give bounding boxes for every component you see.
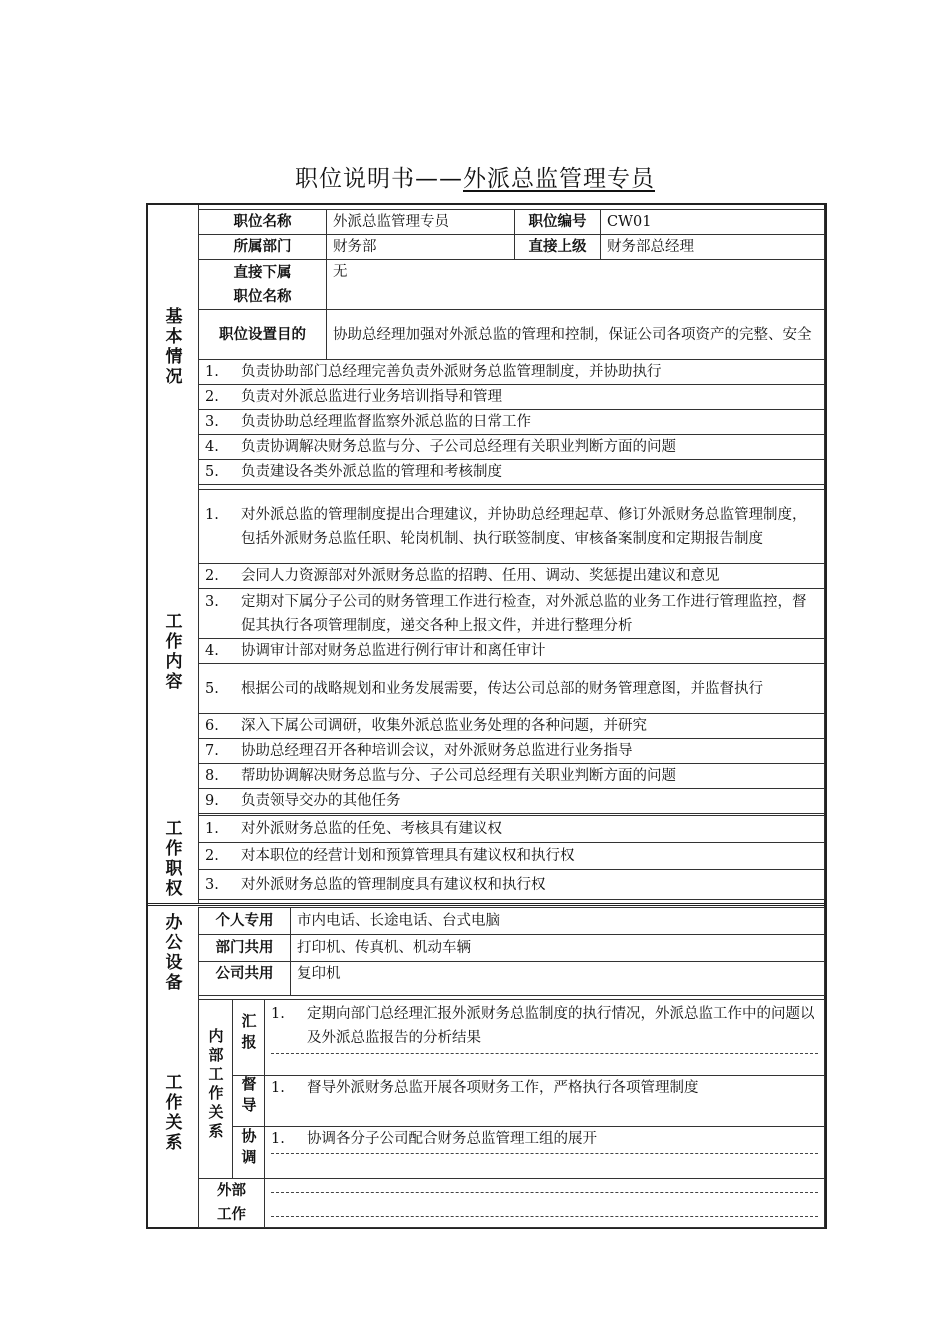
section-label-relations: 工作关系: [146, 999, 199, 1227]
authority-table: [198, 815, 825, 900]
page-title: [0, 160, 950, 193]
work-item: 7. 协助总经理召开各种培训会议，对外派财务总监进行业务指导: [199, 739, 825, 764]
report-cell: 1. 定期向部门总经理汇报外派财务总监制度的执行情况，外派总监工作中的问题以及外派总监报告的分析结果: [265, 1000, 825, 1076]
section-label-basic: 基本情况: [146, 205, 199, 489]
work-item: 6. 深入下属公司调研，收集外派总监业务处理的各种问题，并研究: [199, 714, 825, 739]
work-item: 5. 根据公司的战略规划和业务发展需要，传达公司总部的财务管理意图，并监督执行: [199, 664, 825, 714]
work-item: 1. 对外派总监的管理制度提出合理建议，并协助总经理起草、修订外派财务总监管理制度，包括外派财务总监任职、轮岗机制、执行联签制度、审核备案制度和定期报告制度: [199, 490, 825, 564]
authority-item: 2. 对本职位的经营计划和预算管理具有建议权和执行权: [199, 843, 825, 870]
section-basic: [146, 205, 826, 489]
section-divider: [146, 903, 826, 906]
superior-label: 直接上级: [515, 235, 601, 260]
section-label-equipment: 办公设备: [146, 907, 199, 999]
section-label-authority: 工作职权: [146, 815, 199, 903]
work-item: 3. 定期对下属分子公司的财务管理工作进行检查，对外派总监的业务工作进行管理监控，督促其执行各项管理制度，递交各种上报文件，并进行整理分析: [199, 589, 825, 639]
supervise-cell: 1. 督导外派财务总监开展各项财务工作，严格执行各项管理制度: [265, 1076, 825, 1127]
duty-row: 3. 负责协助总经理监督监察外派总监的日常工作: [199, 410, 825, 435]
purpose-value: 协助总经理加强对外派总监的管理和控制，保证公司各项资产的完整、安全: [327, 310, 825, 360]
relations-table: [198, 999, 825, 1228]
superior-value: 财务部总经理: [601, 235, 825, 260]
equipment-label: 个人专用: [199, 908, 291, 935]
position-code-value: CW01: [601, 210, 825, 235]
supervise-label: 督导: [233, 1076, 265, 1127]
internal-relations-label: 内部工作关系: [199, 1000, 233, 1179]
work-item: 9. 负责领导交办的其他任务: [199, 789, 825, 814]
authority-item: 1. 对外派财务总监的任免、考核具有建议权: [199, 816, 825, 843]
equipment-value: 市内电话、长途电话、台式电脑: [291, 908, 825, 935]
position-name-label: 职位名称: [199, 210, 327, 235]
subordinate-label: 直接下属 职位名称: [199, 260, 327, 310]
work-item: 2. 会同人力资源部对外派财务总监的招聘、任用、调动、奖惩提出建议和意见: [199, 564, 825, 589]
work-item: 8. 帮助协调解决财务总监与分、子公司总经理有关职业判断方面的问题: [199, 764, 825, 789]
department-value: 财务部: [327, 235, 515, 260]
title-prefix: 职位说明书——: [295, 166, 463, 192]
equipment-label: 公司共用: [199, 962, 291, 996]
duty-row: 4. 负责协调解决财务总监与分、子公司总经理有关职业判断方面的问题: [199, 435, 825, 460]
equipment-value: 复印机: [291, 962, 825, 996]
report-label: 汇报: [233, 1000, 265, 1076]
title-position: 外派总监管理专员: [463, 166, 655, 192]
duty-row: 2. 负责对外派总监进行业务培训指导和管理: [199, 385, 825, 410]
section-work: [146, 489, 826, 815]
section-authority: [146, 815, 826, 903]
position-code-label: 职位编号: [515, 210, 601, 235]
equipment-table: [198, 907, 825, 996]
section-equipment: [146, 907, 826, 999]
subordinate-value: 无: [327, 260, 825, 310]
authority-item: 3. 对外派财务总监的管理制度具有建议权和执行权: [199, 870, 825, 900]
external-cell: [265, 1179, 825, 1228]
position-name-value: 外派总监管理专员: [327, 210, 515, 235]
department-label: 所属部门: [199, 235, 327, 260]
purpose-label: 职位设置目的: [199, 310, 327, 360]
basic-info-table: [198, 209, 825, 485]
work-content-table: [198, 489, 825, 814]
work-item: 4. 协调审计部对财务总监进行例行审计和离任审计: [199, 639, 825, 664]
section-relations: [146, 999, 826, 1227]
job-description-form: [146, 203, 826, 1227]
coordinate-label: 协调: [233, 1127, 265, 1179]
duty-row: 5. 负责建设各类外派总监的管理和考核制度: [199, 460, 825, 485]
external-relations-label: 外部 工作: [199, 1179, 265, 1228]
equipment-value: 打印机、传真机、机动车辆: [291, 935, 825, 962]
duty-row: 1. 负责协助部门总经理完善负责外派财务总监管理制度，并协助执行: [199, 360, 825, 385]
coordinate-cell: 1. 协调各分子公司配合财务总监管理工组的展开: [265, 1127, 825, 1179]
section-label-work: 工作内容: [146, 489, 199, 815]
equipment-label: 部门共用: [199, 935, 291, 962]
